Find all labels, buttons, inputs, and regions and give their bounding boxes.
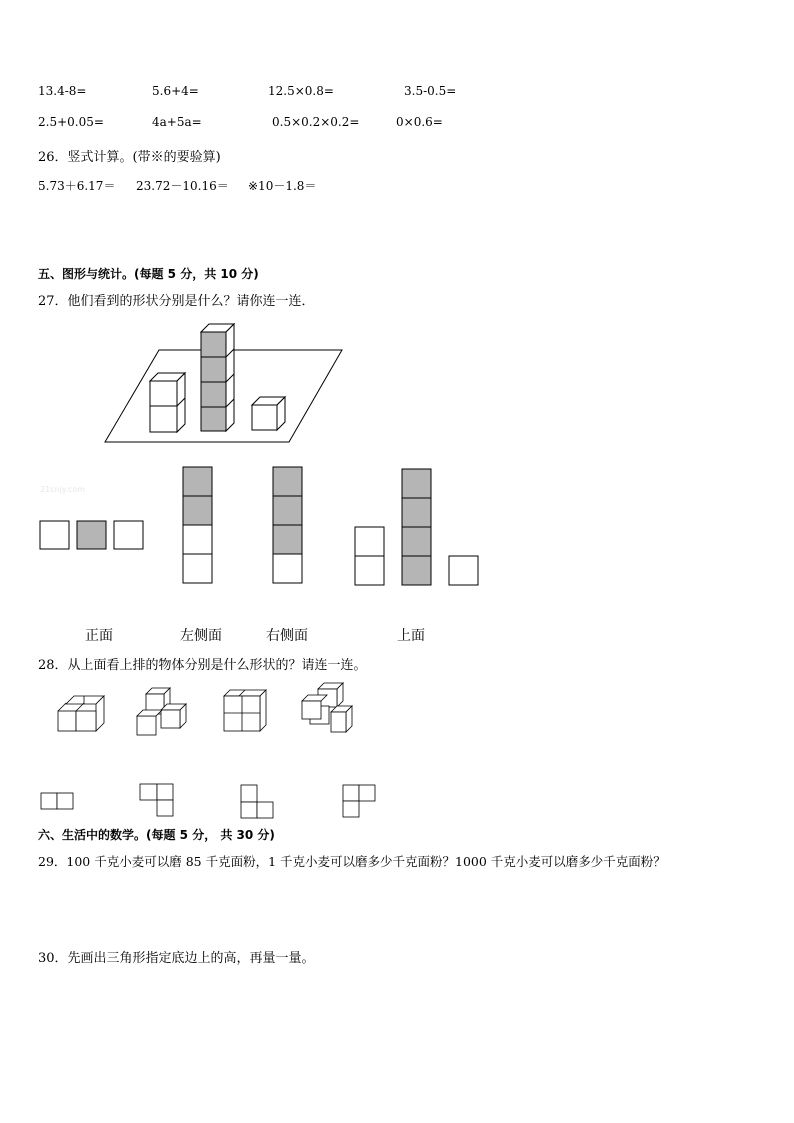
q28-object-4 (302, 683, 352, 732)
question-28-title: 28．从上面看上排的物体分别是什么形状的？请连一连。 (38, 658, 367, 673)
calc-item: 3.5-0.5= (404, 84, 457, 98)
view-option-4 (355, 469, 478, 585)
q28-object-3 (224, 690, 266, 731)
calc-item: 5.6+4= (152, 84, 199, 98)
q28-top-view-4 (343, 785, 375, 817)
calc-item: 0×0.6= (396, 115, 443, 129)
q28-top-view-1 (41, 793, 73, 809)
q28-object-2 (137, 688, 186, 735)
calc-item: 2.5+0.05= (38, 115, 104, 129)
label-left-side: 左侧面 (180, 628, 222, 644)
section-6-heading: 六、生活中的数学。(每题 5 分， 共 30 分) (38, 828, 275, 842)
view-option-2 (183, 467, 212, 583)
vertical-calc-item: ※10－1.8＝ (248, 179, 317, 193)
label-right-side: 右侧面 (266, 628, 308, 644)
label-front: 正面 (85, 628, 113, 644)
question-27-title: 27．他们看到的形状分别是什么？请你连一连． (38, 294, 315, 309)
single-cube (252, 397, 285, 430)
q28-object-1 (58, 696, 104, 731)
label-top: 上面 (397, 628, 425, 644)
watermark: 21cnjy.com (40, 485, 86, 494)
calc-item: 13.4-8= (38, 84, 87, 98)
q28-top-view-3 (241, 785, 273, 818)
calc-item: 12.5×0.8= (268, 84, 334, 98)
question-26-title: 26．竖式计算。(带※的要验算) (38, 150, 221, 165)
four-cube-stack (201, 324, 234, 431)
vertical-calc-item: 5.73＋6.17＝ (38, 179, 116, 193)
calc-item: 0.5×0.2×0.2= (272, 115, 360, 129)
view-option-1 (40, 521, 143, 549)
vertical-calc-item: 23.72－10.16＝ (136, 179, 229, 193)
section-5-heading: 五、图形与统计。(每题 5 分，共 10 分) (38, 267, 259, 281)
view-option-3 (273, 467, 302, 583)
q28-top-view-2 (140, 784, 173, 816)
question-30-title: 30．先画出三角形指定底边上的高，再量一量。 (38, 951, 315, 966)
calc-item: 4a+5a= (152, 115, 202, 129)
two-cube-stack (150, 373, 185, 432)
question-29-title: 29．100 千克小麦可以磨 85 千克面粉，1 千克小麦可以磨多少千克面粉？1000 千克小麦可以磨多少千克面粉？ (38, 854, 666, 869)
